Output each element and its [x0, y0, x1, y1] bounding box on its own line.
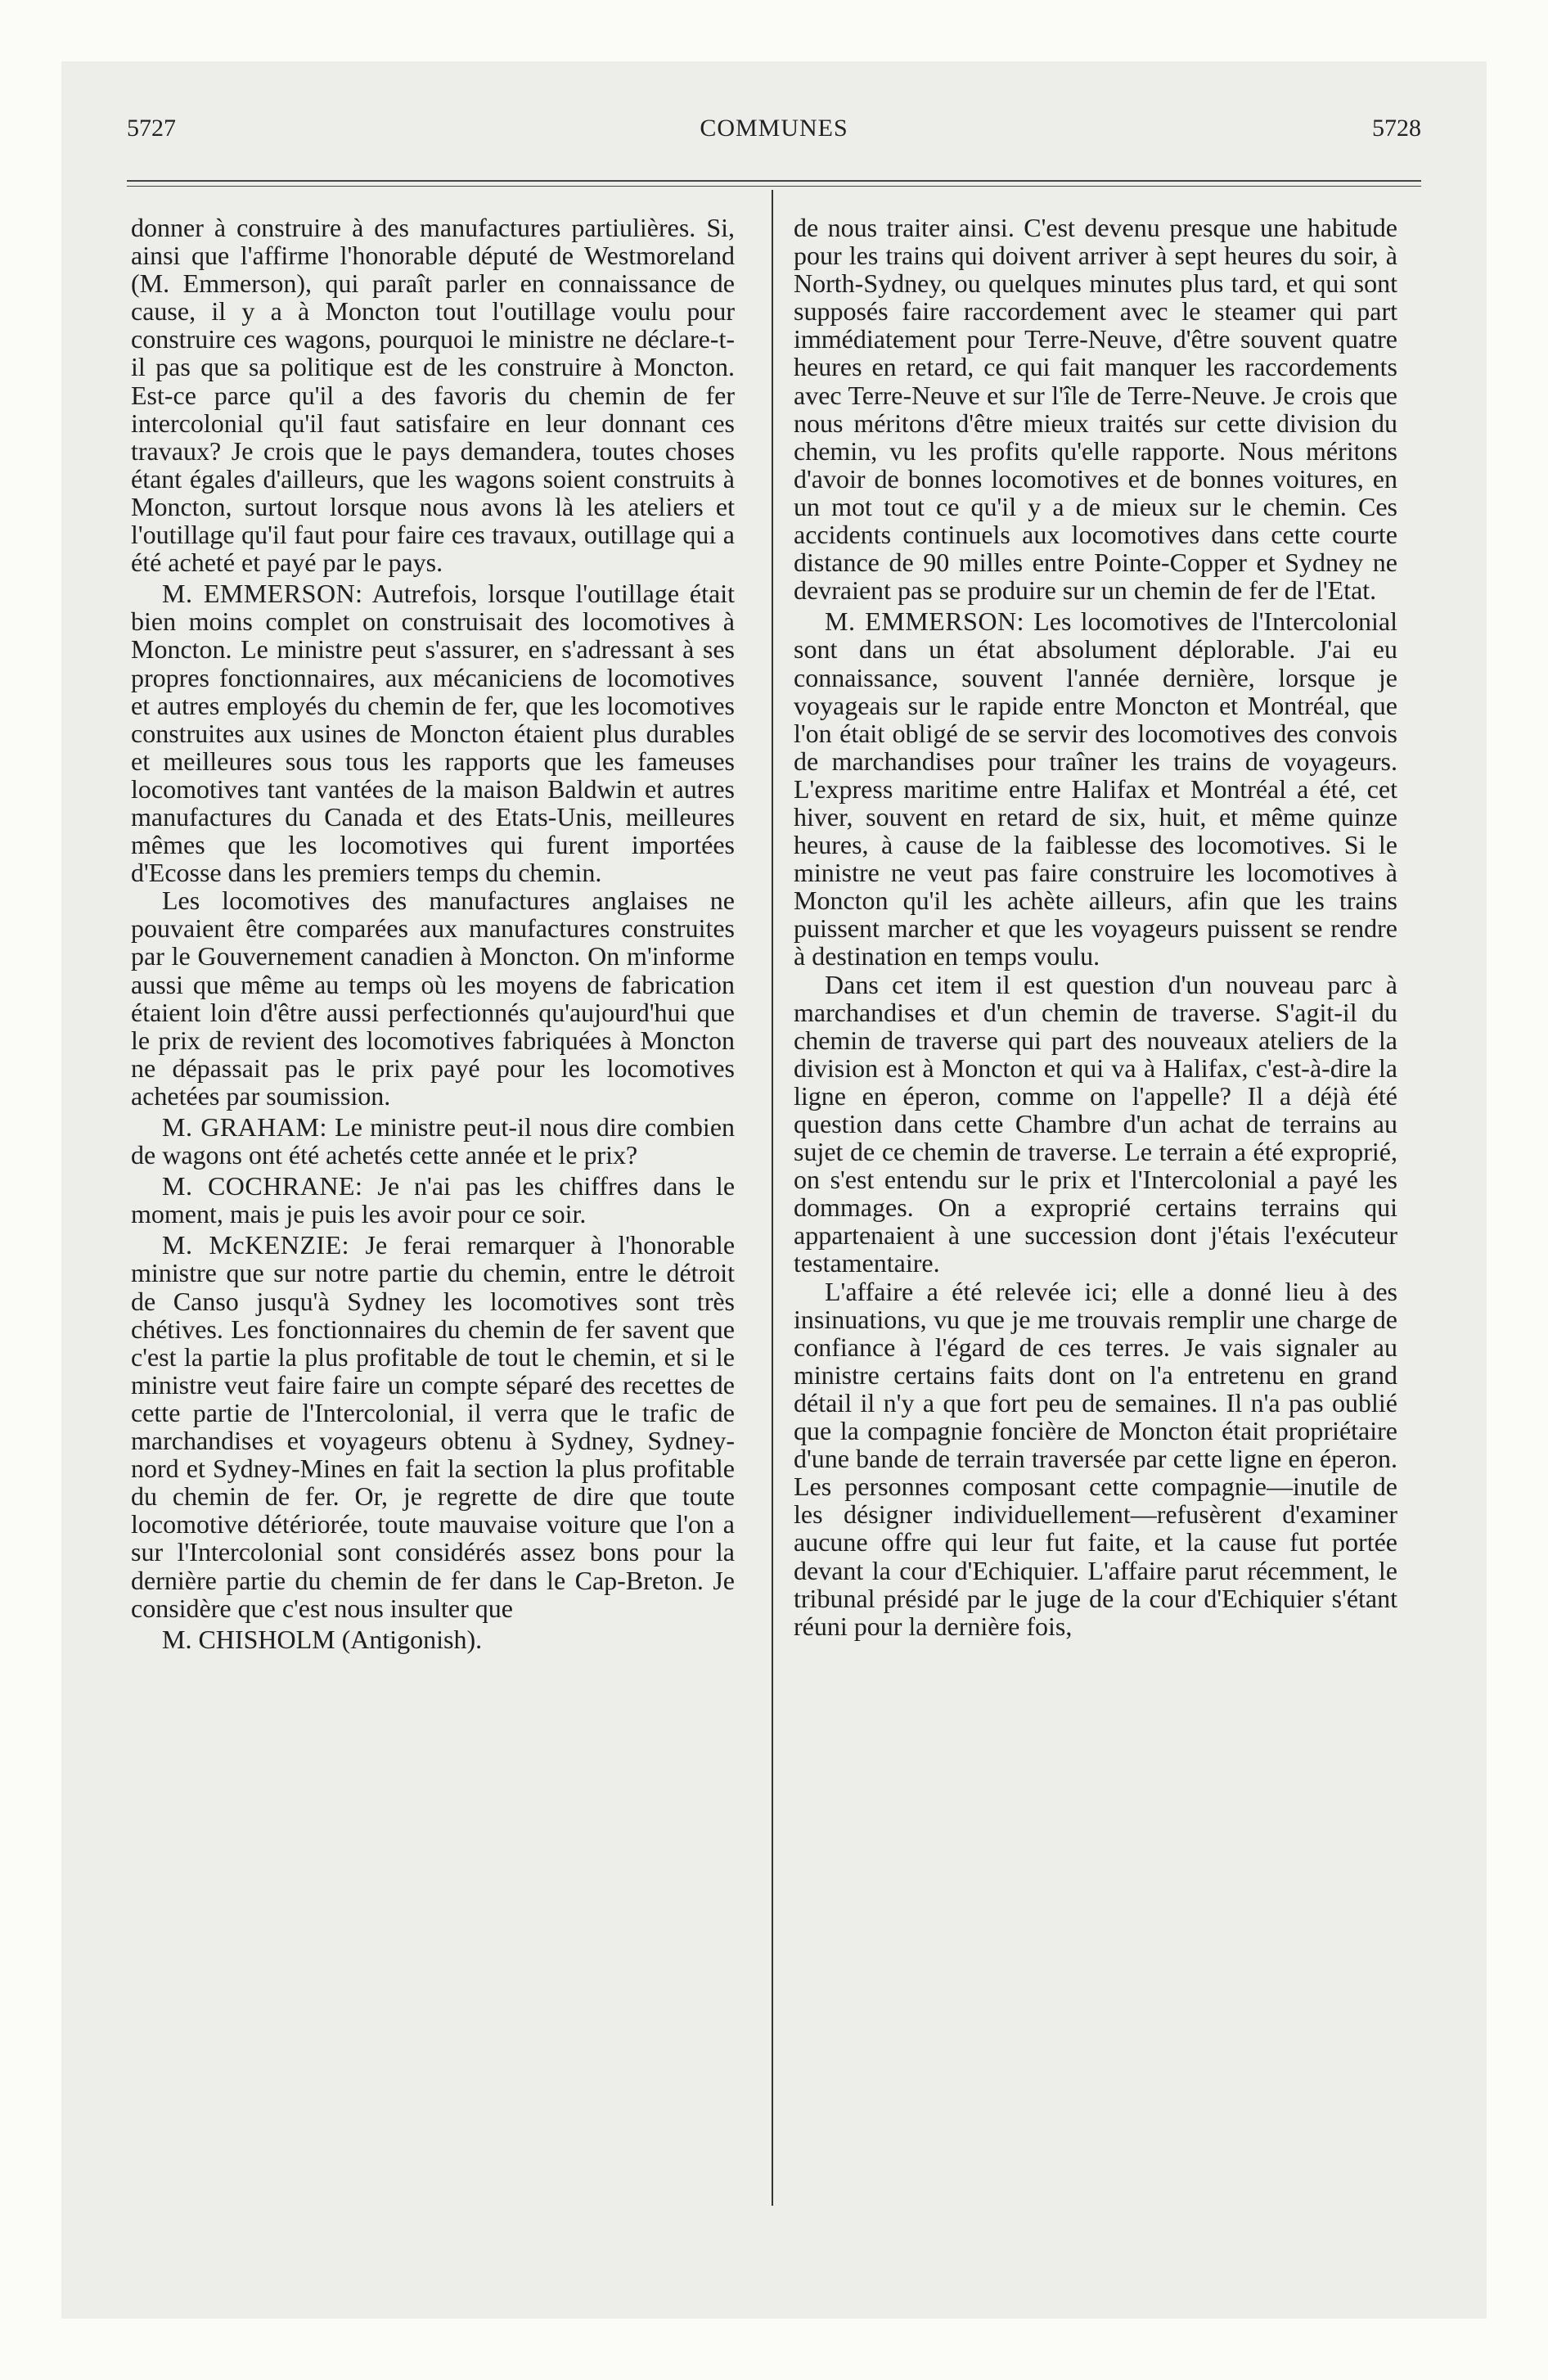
- page: [61, 61, 1487, 2319]
- speaker-name: M. EMMERSON:: [162, 579, 363, 609]
- speech-paragraph: [131, 1231, 735, 1621]
- paragraph: Les locomotives des manufactures anglaises ne pouvaient être comparées aux manufactures construites par le Gouvernement canadien à Moncton. On m'informe aussi que même au temps où les moyens de fabrication étaient loin d'être aussi perfectionnés qu'aujourd'hui que le prix de revient des locomotives fabriquées à Moncton ne dépassait pas le prix payé pour les locomotives achetées par soumission.: [131, 886, 735, 1111]
- paragraph: Dans cet item il est question d'un nouveau parc à marchandises et d'un chemin de traverse. S'agit-il du chemin de traverse qui part des nouveaux ateliers de la division est à Moncton et qui va à Halifax, c'est-à-dire la ligne en éperon, comme on l'appelle? Il a déjà été question dans cette Chambre d'un achat de terrains au sujet de ce chemin de traverse. Le terrain a été exproprié, on s'est entendu sur le prix et l'Intercolonial a payé les dommages. On a exproprié certains terrains qui appartenaient à une succession dont j'étais l'exécuteur testamentaire.: [794, 969, 1397, 1278]
- right-column: [794, 214, 1397, 1640]
- speaker-name: M. EMMERSON:: [825, 606, 1024, 637]
- speech-text: Le ministre peut-il nous dire combien de wagons ont été achetés cette année et le prix?: [131, 1112, 736, 1170]
- header-rule: [127, 180, 1421, 187]
- speaker-name: M. GRAHAM:: [162, 1112, 327, 1142]
- speaker-name: M. McKENZIE:: [162, 1230, 350, 1260]
- paragraph: de nous traiter ainsi. C'est devenu presque une habitude pour les trains qui doivent arriver à sept heures du soir, à North-Sydney, ou quelques minutes plus tard, et qui sont supposés faire raccordement avec le steamer qui part immédiatement pour Terre-Neuve, d'être souvent quatre heures en retard, ce qui fait manquer les raccordements avec Terre-Neuve et sur l'île de Terre-Neuve. Je crois que nous méritons d'être mieux traités sur cette division du chemin, vu les profits qu'elle rapporte. Nous méritons d'avoir de bonnes locomotives et de bonnes voitures, en un mot tout ce qu'il y a de mieux sur le chemin. Ces accidents continuels aux locomotives dans cette courte distance de 90 milles entre Pointe-Copper et Sydney ne devraient pas se produire sur un chemin de fer de l'Etat.: [794, 213, 1397, 606]
- page-number-left: 5727: [127, 115, 176, 142]
- speaker-name: M. COCHRANE:: [162, 1171, 363, 1201]
- speaker-line: M. CHISHOLM (Antigonish).: [162, 1624, 483, 1654]
- left-column: [131, 214, 735, 1653]
- paragraph: donner à construire à des manufactures partiulières. Si, ainsi que l'affirme l'honorable député de Westmoreland (M. Emmerson), qui paraît parler en connaissance de cause, il y a à Moncton tout l'outillage voulu pour construire ces wagons, pourquoi le ministre ne déclare-t-il pas que sa politique est de les construire à Moncton. Est-ce parce qu'il a des favoris du chemin de fer intercolonial qu'il faut satisfaire en leur donnant ces travaux? Je crois que le pays demandera, toutes choses étant égales d'ailleurs, que les wagons soient construits à Moncton, surtout lorsque nous avons là les ateliers et l'outillage qu'il faut pour faire ces travaux, outillage qui a été acheté et payé par le pays.: [131, 213, 735, 578]
- column-divider: [772, 190, 773, 2206]
- speech-text: Autrefois, lorsque l'outillage était bien moins complet on construisait des locomotives à Moncton. Le ministre peut s'assurer, en s'adressant à ses propres fonctionnaires, aux mécaniciens de locomotives et autres employés du chemin de fer, que les locomotives construites aux usines de Moncton étaient plus durables et meilleures sous tous les rapports que les fameuses locomotives tant vantées de la maison Baldwin et autres manufactures du Canada et des Etats-Unis, meilleures mêmes que les locomotives qui furent importées d'Ecosse dans les premiers temps du chemin.: [131, 579, 735, 888]
- paragraph: L'affaire a été relevée ici; elle a donné lieu à des insinuations, vu que je me trouvais remplir une charge de confiance à l'égard de ces terres. Je vais signaler au ministre certains faits dont on l'a entretenu en grand détail il n'y a que fort peu de semaines. Il n'a pas oublié que la compagnie foncière de Moncton était propriétaire d'une bande de terrain traversée par cette ligne en éperon. Les personnes composant cette compagnie—inutile de les désigner individuellement—refusèrent d'examiner aucune offre qui leur fut faite, et la cause fut portée devant la cour d'Echiquier. L'affaire parut récemment, le tribunal présidé par le juge de la cour d'Echiquier s'étant réuni pour la dernière fois,: [794, 1276, 1397, 1641]
- speech-text: Je n'ai pas les chiffres dans le moment, mais je puis les avoir pour ce soir.: [131, 1171, 736, 1229]
- page-title: COMMUNES: [700, 115, 848, 142]
- speech-paragraph: [131, 579, 735, 886]
- speech-text: Je ferai remarquer à l'honorable ministre que sur notre partie du chemin, entre le détroit de Canso jusqu'à Sydney les locomotives sont très chétives. Les fonctionnaires du chemin de fer savent que c'est la partie la plus profitable de tout le chemin, et si le ministre veut faire faire un compte séparé des recettes de cette partie de l'Intercolonial, il verra que le trafic de marchandises et voyageurs obtenu à Sydney, Sydney-nord et Sydney-Mines en fait la section la plus profitable du chemin de fer. Or, je regrette de dire que toute locomotive détériorée, toute mauvaise voiture que l'on a sur l'Intercolonial sont considérés assez bons pour la dernière partie du chemin de fer dans le Cap-Breton. Je considère que c'est nous insulter que: [131, 1230, 736, 1623]
- speech-text: Les locomotives de l'Intercolonial sont dans un état absolument déplorable. J'ai eu connaissance, souvent l'année dernière, lorsque je voyageais sur le rapide entre Moncton et Montréal, que l'on était obligé de se servir des locomotives des convois de marchandises pour traîner les trains de voyageurs. L'express maritime entre Halifax et Montréal a été, cet hiver, souvent en retard de six, huit, et même quinze heures, à cause de la faiblesse des locomotives. Si le ministre ne veut pas faire construire les locomotives à Moncton qu'il les achète ailleurs, afin que les trains puissent marcher et que les voyageurs puissent se rendre à destination en temps voulu.: [794, 606, 1397, 971]
- page-number-right: 5728: [1372, 115, 1421, 142]
- running-header: [61, 115, 1487, 147]
- speech-paragraph: [131, 1172, 735, 1228]
- speech-paragraph: [794, 607, 1397, 970]
- speech-paragraph: [131, 1113, 735, 1169]
